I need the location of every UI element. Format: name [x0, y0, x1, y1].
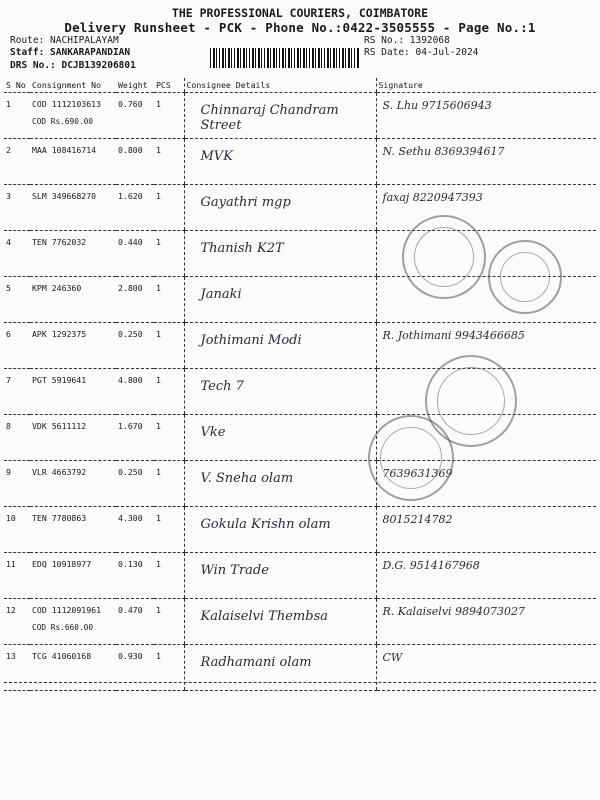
- row-sno: 2: [6, 145, 11, 155]
- row-consignment: COD 1112103613: [32, 99, 102, 109]
- rs-date: RS Date: 04-Jul-2024: [364, 47, 479, 58]
- row-pcs: 1: [156, 237, 161, 247]
- row-pcs: 1: [156, 651, 161, 661]
- row-consignee: Vke: [200, 425, 226, 440]
- row-signature: CW: [382, 651, 403, 664]
- drs-label: DRS No.: DCJB139206801: [10, 60, 136, 71]
- row-sno: 13: [6, 651, 16, 661]
- row-pcs: 1: [156, 605, 161, 615]
- row-pcs: 1: [156, 559, 161, 569]
- row-weight: 0.930: [118, 651, 143, 661]
- col-consignee: Consignee Details: [184, 78, 376, 93]
- row-pcs: 1: [156, 467, 161, 477]
- row-consignee: Kalaiselvi Thembsa: [200, 609, 328, 624]
- row-consignment: TEN 7762032: [32, 237, 87, 247]
- row-sno: 6: [6, 329, 11, 339]
- row-signature: R. Jothimani 9943466685: [382, 329, 525, 342]
- row-weight: 0.250: [118, 329, 143, 339]
- col-sno: S No: [4, 78, 30, 93]
- row-consignee: MVK: [200, 149, 233, 164]
- table-row: [4, 323, 596, 369]
- route-label: Route: NACHIPALAYAM: [10, 35, 119, 46]
- row-weight: 1.670: [118, 421, 143, 431]
- row-weight: 0.130: [118, 559, 143, 569]
- table-row: [4, 645, 596, 691]
- table-row: [4, 553, 596, 599]
- row-consignment: SLM 349668270: [32, 191, 97, 201]
- col-signature: Signature: [376, 78, 596, 93]
- row-consignment: VLR 4663792: [32, 467, 87, 477]
- table-header-row: [4, 78, 596, 93]
- company-seal-stamp: [488, 240, 562, 314]
- barcode: [210, 48, 360, 68]
- row-weight: 4.300: [118, 513, 143, 523]
- row-weight: 2.800: [118, 283, 143, 293]
- rs-number: RS No.: 1392068: [364, 35, 450, 46]
- cod-amount: COD Rs.660.00: [32, 623, 94, 632]
- row-consignment: MAA 108416714: [32, 145, 97, 155]
- row-signature: D.G. 9514167968: [382, 559, 480, 572]
- row-consignee: Gayathri mgp: [200, 195, 291, 210]
- runsheet-title: Delivery Runsheet - PCK - Phone No.:0422-3505555 - Page No.:1: [64, 20, 536, 35]
- row-consignee: V. Sneha olam: [200, 471, 294, 486]
- row-signature: 8015214782: [382, 513, 453, 526]
- row-consignee: Win Trade: [200, 563, 269, 578]
- row-pcs: 1: [156, 329, 161, 339]
- table-row: [4, 139, 596, 185]
- table-row: [4, 461, 596, 507]
- row-sno: 8: [6, 421, 11, 431]
- row-signature: N. Sethu 8369394617: [382, 145, 505, 158]
- row-sno: 4: [6, 237, 11, 247]
- row-weight: 0.250: [118, 467, 143, 477]
- row-pcs: 1: [156, 421, 161, 431]
- row-consignee: Janaki: [200, 287, 242, 302]
- table-row: [4, 93, 596, 139]
- row-consignee: Jothimani Modi: [200, 333, 302, 348]
- row-sno: 10: [6, 513, 16, 523]
- cod-amount: COD Rs.690.00: [32, 117, 94, 126]
- company-title: THE PROFESSIONAL COURIERS, COIMBATORE: [171, 6, 429, 20]
- row-consignment: COD 1112091961: [32, 605, 102, 615]
- col-weight: Weight: [116, 78, 154, 93]
- institute-stamp: [402, 215, 486, 299]
- pvt-ltd-stamp: [368, 415, 454, 501]
- row-sno: 3: [6, 191, 11, 201]
- row-sno: 7: [6, 375, 11, 385]
- row-consignee: Gokula Krishn olam: [200, 517, 331, 532]
- row-consignee: Radhamani olam: [200, 655, 312, 670]
- row-weight: 0.800: [118, 145, 143, 155]
- row-weight: 4.800: [118, 375, 143, 385]
- row-consignment: VDK 5611112: [32, 421, 87, 431]
- staff-label: Staff: SANKARAPANDIAN: [10, 47, 131, 58]
- row-consignment: PGT 5919641: [32, 375, 87, 385]
- row-consignee: Tech 7: [200, 379, 244, 394]
- row-consignment: TCG 41060168: [32, 651, 92, 661]
- row-pcs: 1: [156, 283, 161, 293]
- row-pcs: 1: [156, 191, 161, 201]
- row-consignment: TEN 7780863: [32, 513, 87, 523]
- row-consignment: KPM 246360: [32, 283, 82, 293]
- row-signature: R. Kalaiselvi 9894073027: [382, 605, 526, 618]
- row-weight: 0.470: [118, 605, 143, 615]
- row-pcs: 1: [156, 99, 161, 109]
- col-consignment: Consignment No: [30, 78, 116, 93]
- row-signature: 7639631369: [382, 467, 453, 480]
- table-row: [4, 599, 596, 645]
- table-row: [4, 185, 596, 231]
- bottom-divider: [4, 682, 596, 683]
- row-consignment: APK 1292375: [32, 329, 87, 339]
- row-sno: 5: [6, 283, 11, 293]
- col-pcs: PCS: [154, 78, 184, 93]
- row-signature: S. Lhu 9715606943: [382, 99, 492, 112]
- row-weight: 1.620: [118, 191, 143, 201]
- row-pcs: 1: [156, 375, 161, 385]
- table-row: [4, 507, 596, 553]
- row-consignee: Chinnaraj Chandram Street: [200, 103, 339, 133]
- row-sno: 12: [6, 605, 16, 615]
- row-consignment: EDQ 10918977: [32, 559, 92, 569]
- row-sno: 1: [6, 99, 11, 109]
- row-weight: 0.760: [118, 99, 143, 109]
- row-sno: 9: [6, 467, 11, 477]
- row-pcs: 1: [156, 145, 161, 155]
- row-pcs: 1: [156, 513, 161, 523]
- row-consignee: Thanish K2T: [200, 241, 284, 256]
- row-weight: 0.440: [118, 237, 143, 247]
- row-signature: faxaj 8220947393: [382, 191, 483, 204]
- row-sno: 11: [6, 559, 16, 569]
